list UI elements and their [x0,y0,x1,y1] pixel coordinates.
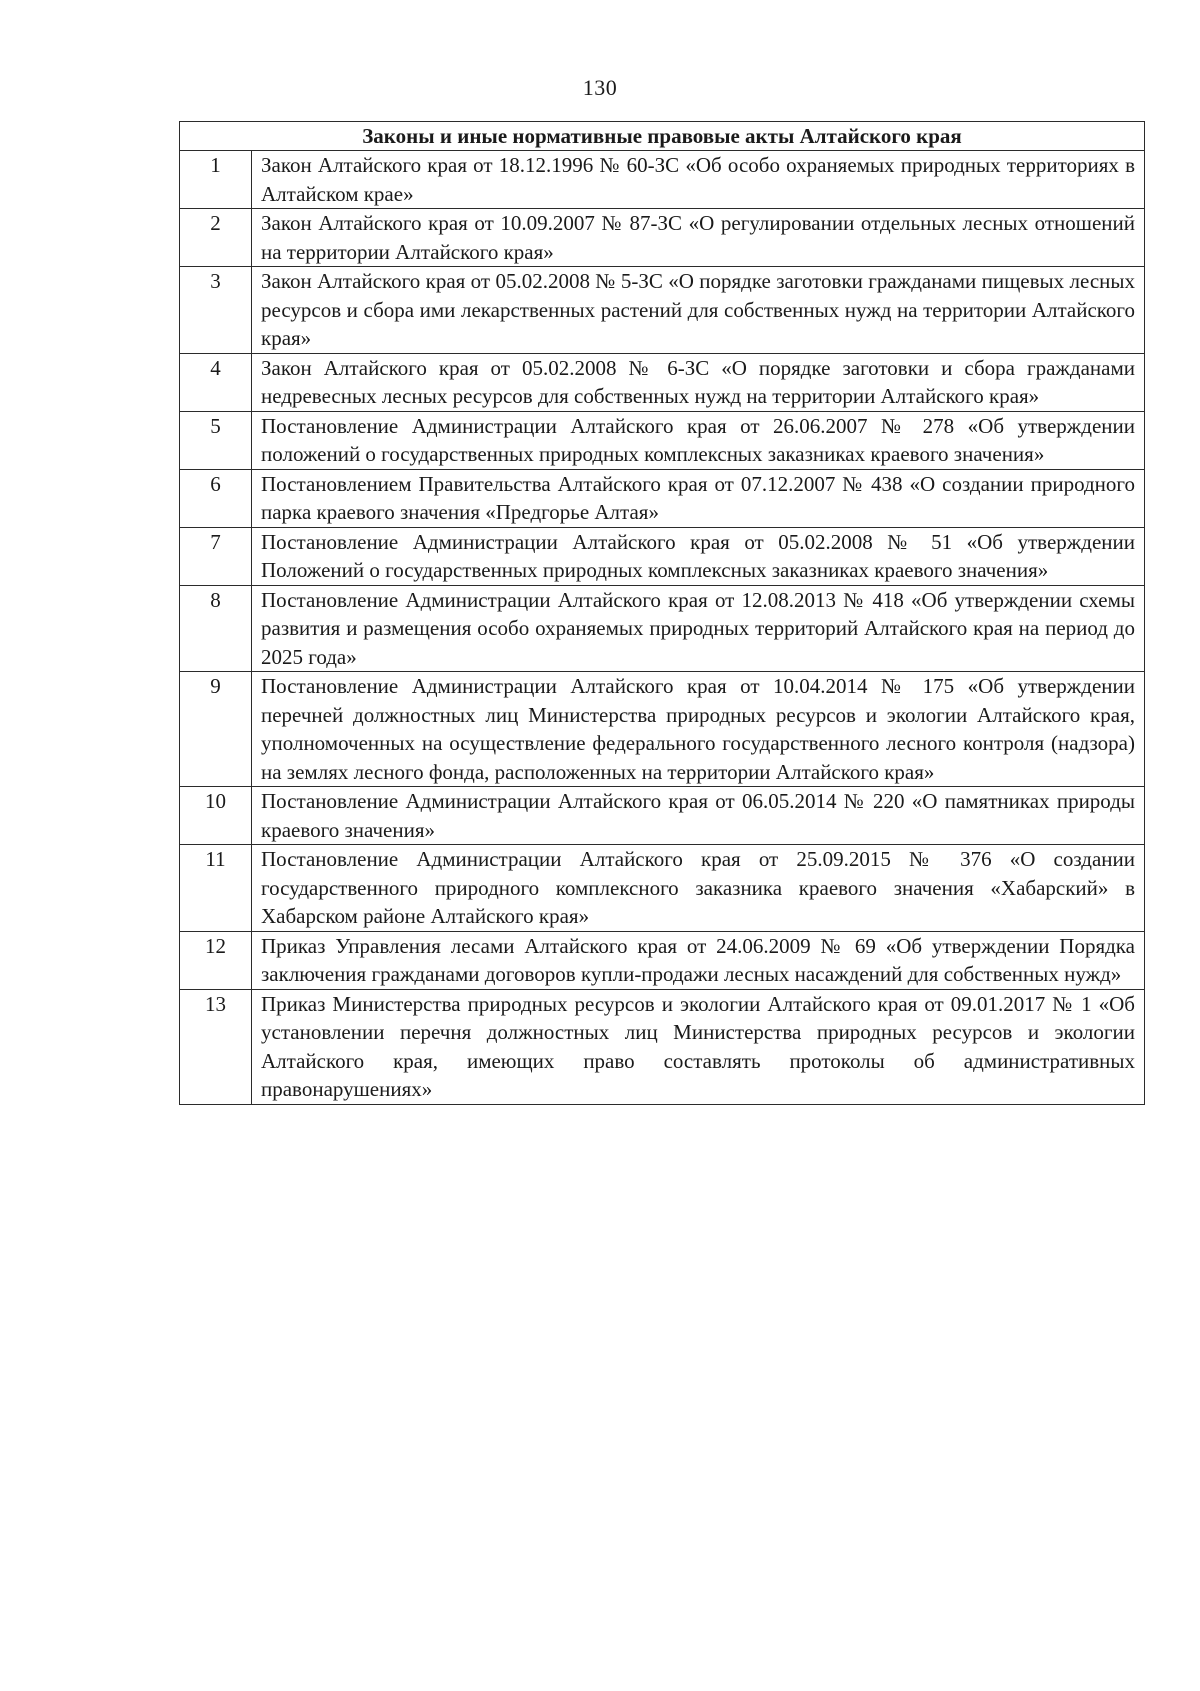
table-row [180,931,1145,989]
row-number: 6 [180,469,252,527]
table-header-row [180,122,1145,151]
row-number: 12 [180,931,252,989]
legal-acts-table [179,121,1145,1105]
table-row [180,989,1145,1104]
act-description: Закон Алтайского края от 10.09.2007 № 87-ЗС «О регулировании отдельных лесных отношений на территории Алтайского края» [252,209,1145,267]
act-description: Закон Алтайского края от 18.12.1996 № 60-ЗС «Об особо охраняемых природных территориях в Алтайском крае» [252,151,1145,209]
row-number: 13 [180,989,252,1104]
row-number: 10 [180,787,252,845]
row-number: 2 [180,209,252,267]
table-row [180,527,1145,585]
table-row [180,209,1145,267]
table-row [180,151,1145,209]
act-description: Постановление Администрации Алтайского края от 12.08.2013 № 418 «Об утверждении схемы развития и размещения особо охраняемых природных территорий Алтайского края на период до 2025 года» [252,585,1145,672]
row-number: 11 [180,845,252,932]
table-row [180,585,1145,672]
table-row [180,353,1145,411]
act-description: Постановление Администрации Алтайского края от 05.02.2008 № 51 «Об утверждении Положений о государственных природных комплексных заказниках краевого значения» [252,527,1145,585]
act-description: Постановление Администрации Алтайского края от 06.05.2014 № 220 «О памятниках природы краевого значения» [252,787,1145,845]
table-row [180,787,1145,845]
act-description: Постановление Администрации Алтайского края от 10.04.2014 № 175 «Об утверждении перечней должностных лиц Министерства природных ресурсов и экологии Алтайского края, уполномоченных на осуществление федерального государственного лесного контроля (надзора) на землях лесного фонда, расположенных на территории Алтайского края» [252,672,1145,787]
act-description: Приказ Министерства природных ресурсов и экологии Алтайского края от 09.01.2017 № 1 «Об установлении перечня должностных лиц Министерства природных ресурсов и экологии Алтайского края, имеющих право составлять протоколы об административных правонарушениях» [252,989,1145,1104]
row-number: 1 [180,151,252,209]
act-description: Постановление Администрации Алтайского края от 25.09.2015 № 376 «О создании государственного природного комплексного заказника краевого значения «Хабарский» в Хабарском районе Алтайского края» [252,845,1145,932]
act-description: Приказ Управления лесами Алтайского края от 24.06.2009 № 69 «Об утверждении Порядка заключения гражданами договоров купли-продажи лесных насаждений для собственных нужд» [252,931,1145,989]
row-number: 4 [180,353,252,411]
act-description: Постановлением Правительства Алтайского края от 07.12.2007 № 438 «О создании природного парка краевого значения «Предгорье Алтая» [252,469,1145,527]
row-number: 3 [180,267,252,354]
row-number: 7 [180,527,252,585]
table-row [180,411,1145,469]
row-number: 5 [180,411,252,469]
row-number: 9 [180,672,252,787]
table-row [180,672,1145,787]
page-number: 130 [582,75,618,100]
row-number: 8 [180,585,252,672]
table-row [180,469,1145,527]
act-description: Закон Алтайского края от 05.02.2008 № 6-ЗС «О порядке заготовки и сбора гражданами недревесных лесных ресурсов для собственных нужд на территории Алтайского края» [252,353,1145,411]
table-title: Законы и иные нормативные правовые акты Алтайского края [180,122,1145,151]
table-row [180,845,1145,932]
table-row [180,267,1145,354]
act-description: Закон Алтайского края от 05.02.2008 № 5-ЗС «О порядке заготовки гражданами пищевых лесных ресурсов и сбора ими лекарственных растений для собственных нужд на территории Алтайского края» [252,267,1145,354]
act-description: Постановление Администрации Алтайского края от 26.06.2007 № 278 «Об утверждении положений о государственных природных комплексных заказниках краевого значения» [252,411,1145,469]
